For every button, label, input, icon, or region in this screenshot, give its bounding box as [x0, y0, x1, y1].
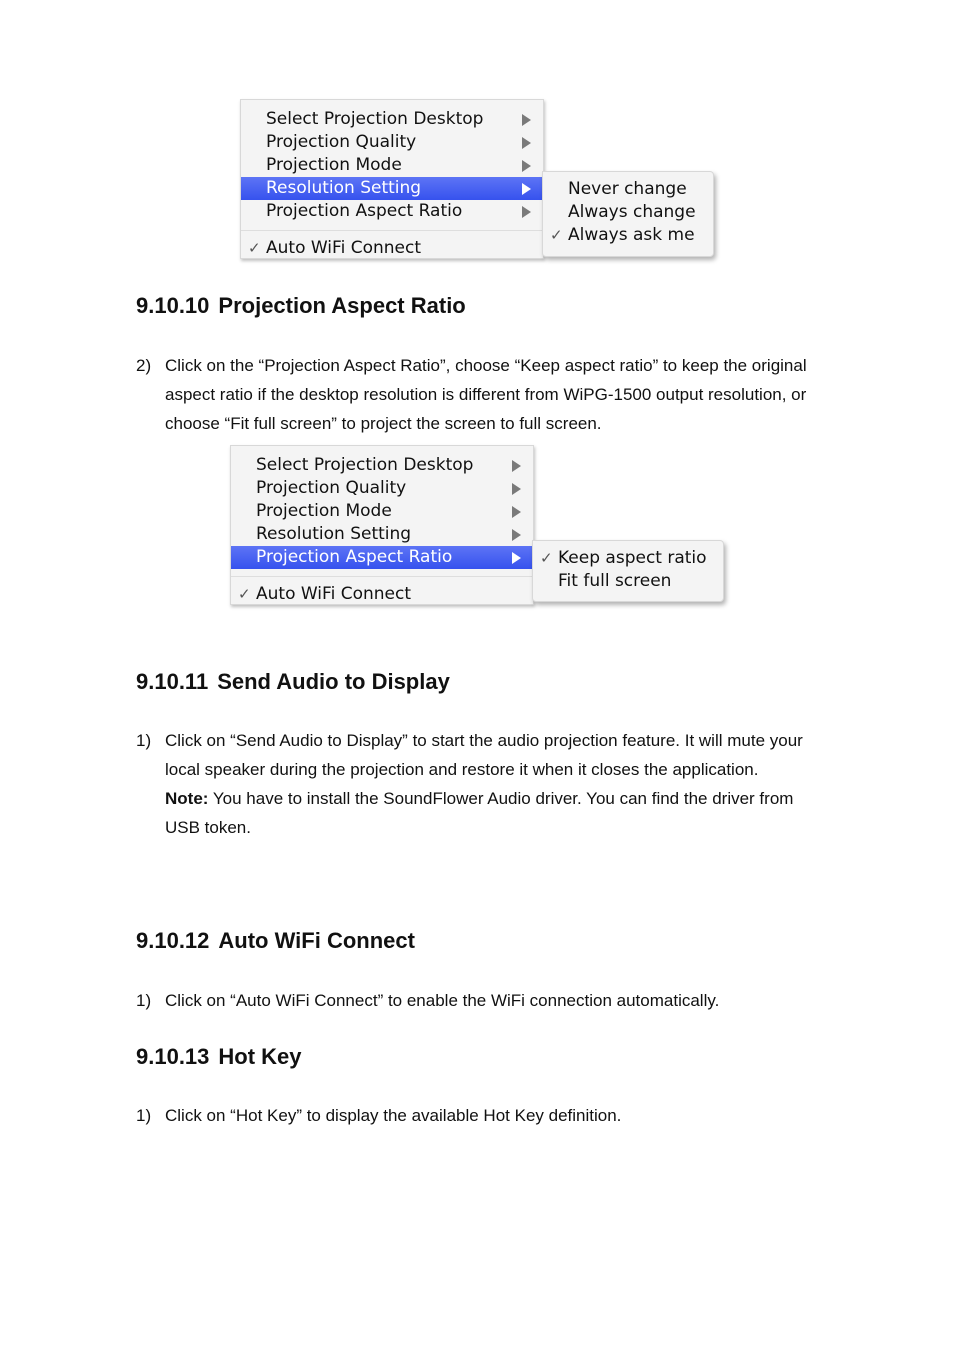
context-menu: [240, 99, 544, 259]
submenu-arrow-icon: [512, 483, 521, 495]
section-heading-9-10-11: 9.10.11 Send Audio to Display: [136, 669, 450, 694]
section-paragraph-9-10-10: 2) Click on the “Projection Aspect Ratio”, choose “Keep aspect ratio” to keep the original aspect ratio if the desktop resolution is different from WiPG-1500 output resolution, or choose “Fit full screen” to project the screen to full screen.: [165, 351, 815, 438]
section-paragraph-9-10-12: 1) Click on “Auto WiFi Connect” to enable the WiFi connection automatically.: [165, 986, 825, 1015]
submenu-arrow-icon: [522, 137, 531, 149]
list-marker: 1): [136, 991, 152, 1010]
list-marker: 2): [136, 356, 152, 375]
submenu-item-always-ask-me[interactable]: ✓ Always ask me: [550, 225, 695, 245]
menu-screenshot-aspect-ratio: [230, 445, 726, 605]
menu-item-auto-wifi-connect[interactable]: ✓ Auto WiFi Connect: [248, 238, 421, 258]
checkmark-icon: ✓: [238, 585, 251, 603]
note-label: Note:: [165, 789, 209, 808]
submenu-arrow-icon: [512, 529, 521, 541]
menu-item-projection-aspect-ratio[interactable]: Projection Aspect Ratio: [241, 200, 543, 223]
list-marker: 1): [136, 1106, 152, 1125]
menu-screenshot-resolution: [240, 99, 715, 259]
section-heading-9-10-12: 9.10.12 Auto WiFi Connect: [136, 928, 415, 953]
submenu-aspect-ratio: [532, 540, 724, 602]
submenu-item-keep-aspect-ratio[interactable]: ✓ Keep aspect ratio: [540, 548, 707, 568]
menu-item-resolution-setting[interactable]: Resolution Setting: [241, 177, 543, 200]
checkmark-icon: ✓: [540, 549, 553, 567]
menu-item-projection-mode[interactable]: Projection Mode: [241, 154, 543, 177]
menu-item-projection-quality[interactable]: Projection Quality: [241, 131, 543, 154]
note-paragraph: Note: You have to install the SoundFlower Audio driver. You can find the driver from USB token.: [165, 789, 794, 837]
section-heading-9-10-10: 9.10.10 Projection Aspect Ratio: [136, 293, 466, 318]
menu-item-projection-aspect-ratio[interactable]: Projection Aspect Ratio: [231, 546, 533, 569]
submenu-arrow-icon: [512, 460, 521, 472]
section-paragraph-9-10-11: 1) Click on “Send Audio to Display” to start the audio projection feature. It will mute your local speaker during the projection and restore it when it closes the application. Note: You have to install the SoundFlower Audio driver. You can find the driver from USB token.: [165, 726, 820, 842]
submenu-item-fit-full-screen[interactable]: Fit full screen: [558, 571, 672, 591]
menu-item-auto-wifi-connect[interactable]: ✓ Auto WiFi Connect: [238, 584, 411, 604]
submenu-arrow-icon: [512, 552, 521, 564]
submenu-arrow-icon: [512, 506, 521, 518]
submenu-arrow-icon: [522, 160, 531, 172]
checkmark-icon: ✓: [550, 226, 563, 244]
menu-separator: [241, 230, 543, 231]
section-heading-9-10-13: 9.10.13 Hot Key: [136, 1044, 302, 1069]
submenu-arrow-icon: [522, 114, 531, 126]
menu-item-select-projection-desktop[interactable]: Select Projection Desktop: [231, 454, 533, 477]
menu-item-projection-quality[interactable]: Projection Quality: [231, 477, 533, 500]
menu-item-select-projection-desktop[interactable]: Select Projection Desktop: [241, 108, 543, 131]
submenu-resolution-setting: [542, 171, 714, 257]
submenu-item-never-change[interactable]: Never change: [568, 179, 687, 199]
section-paragraph-9-10-13: 1) Click on “Hot Key” to display the available Hot Key definition.: [165, 1101, 825, 1130]
list-marker: 1): [136, 731, 152, 750]
context-menu: [230, 445, 534, 605]
checkmark-icon: ✓: [248, 239, 261, 257]
menu-item-projection-mode[interactable]: Projection Mode: [231, 500, 533, 523]
submenu-arrow-icon: [522, 206, 531, 218]
menu-item-resolution-setting[interactable]: Resolution Setting: [231, 523, 533, 546]
menu-separator: [231, 576, 533, 577]
submenu-item-always-change[interactable]: Always change: [568, 202, 696, 222]
submenu-arrow-icon: [522, 183, 531, 195]
